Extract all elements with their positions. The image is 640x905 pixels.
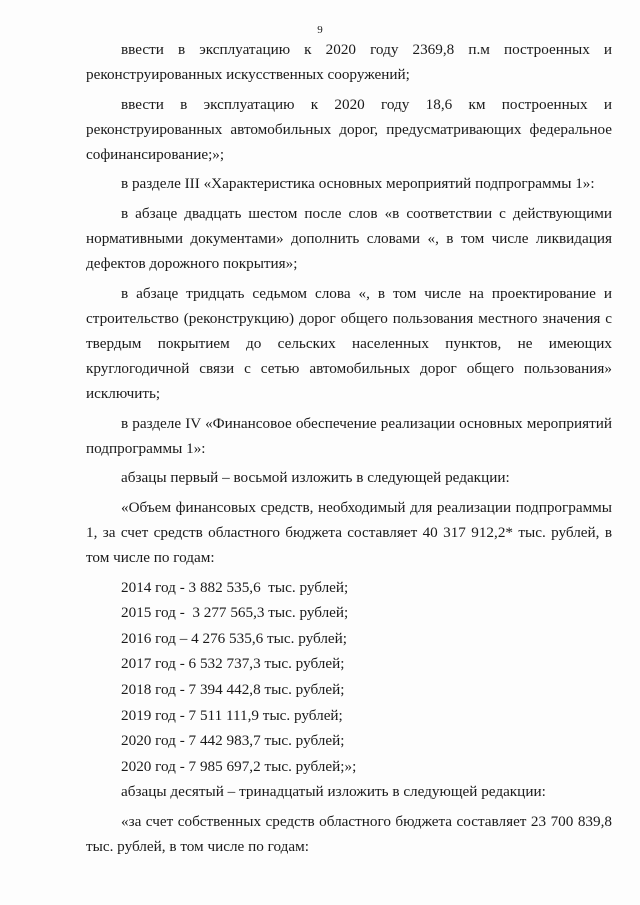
year-list [86,575,612,779]
document-body [86,37,612,863]
paragraph-37th-amendment: в абзаце тридцать седьмом слова «, в том числе на проектирование и строительство (реконструкцию) дорог общего пользования местного значения с твердым покрытием до сельских населенных пунктов, не имеющих круглогодичной связи с сетью автомобильных дорог общего пользования» исключить; [86,284,612,403]
paragraph-tenth-thirteenth: абзацы десятый – тринадцатый изложить в следующей редакции: [121,783,546,801]
page-number: 9 [317,24,323,36]
year-line: 2020 год - 7 442 983,7 тыс. рублей; [121,732,345,750]
year-line: 2019 год - 7 511 111,9 тыс. рублей; [121,706,343,724]
year-line: 2017 год - 6 532 737,3 тыс. рублей; [121,655,345,673]
year-line: 2015 год - 3 277 565,3 тыс. рублей; [121,604,349,622]
paragraph-section-4: в разделе IV «Финансовое обеспечение реализации основных мероприятий подпрограммы 1»: [86,414,612,457]
paragraph-own-funds: «за счет собственных средств областного бюджета составляет 23 700 839,8 тыс. рублей, в том числе по годам: [86,812,612,855]
paragraph-roads: ввести в эксплуатацию к 2020 году 18,6 км построенных и реконструированных автомобильных дорог, предусматривающих федеральное софинансирование;»; [86,95,612,163]
paragraph-26th-amendment: в абзаце двадцать шестом после слов «в соответствии с действующими нормативными документами» дополнить словами «, в том числе ликвидация дефектов дорожного покрытия»; [86,204,612,273]
paragraph-section-3: в разделе III «Характеристика основных мероприятий подпрограммы 1»: [121,175,595,193]
paragraph-structures: ввести в эксплуатацию к 2020 году 2369,8 п.м построенных и реконструированных искусственных сооружений; [86,41,612,84]
year-line: 2016 год – 4 276 535,6 тыс. рублей; [121,629,348,647]
paragraph-first-eighth: абзацы первый – восьмой изложить в следующей редакции: [121,469,510,487]
year-line: 2020 год - 7 985 697,2 тыс. рублей;»; [121,757,357,775]
paragraph-funding-volume: «Объем финансовых средств, необходимый для реализации подпрограммы 1, за счет средств областного бюджета составляет 40 317 912,2* тыс. рублей, в том числе по годам: [86,498,612,567]
year-line: 2018 год - 7 394 442,8 тыс. рублей; [121,680,345,698]
year-line: 2014 год - 3 882 535,6 тыс. рублей; [121,578,349,596]
